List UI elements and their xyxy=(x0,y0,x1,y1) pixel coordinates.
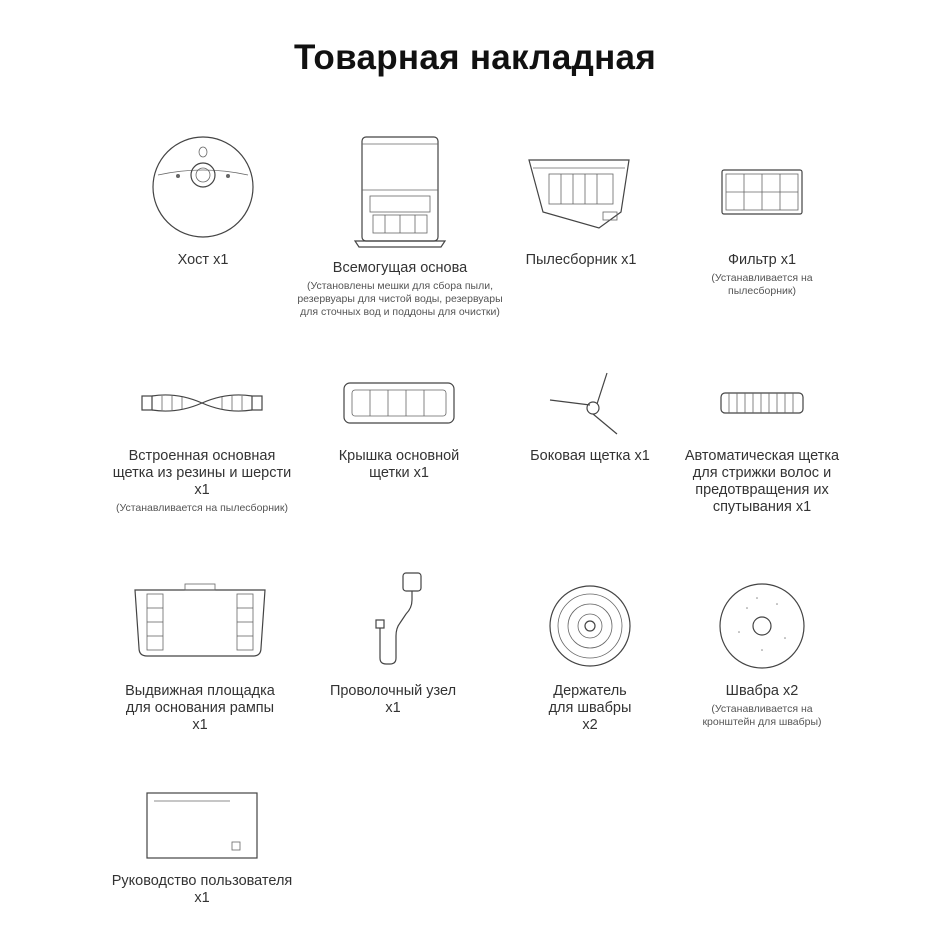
item-note: (Устанавливается на пылесборник) xyxy=(116,502,288,514)
ramp-tray-icon xyxy=(125,568,275,673)
item-label: Хост x1 xyxy=(177,252,229,268)
item-label: Крышка основной щетки x1 xyxy=(338,448,460,481)
item-label: Выдвижная площадка для основания рампы x1 xyxy=(125,683,275,733)
item-label: Всемогущая основа xyxy=(332,260,468,276)
brush-cover-icon xyxy=(334,368,464,438)
item-label: Держатель для швабры x2 xyxy=(548,683,632,733)
item-base-station xyxy=(295,132,505,319)
item-manual xyxy=(97,788,307,907)
item-label: Пылесборник x1 xyxy=(525,252,637,268)
item-dustbin xyxy=(476,132,686,269)
item-label: Фильтр x1 xyxy=(727,252,797,268)
mop-holder-icon xyxy=(535,568,645,673)
item-power-cord xyxy=(288,568,498,717)
item-auto-brush xyxy=(657,368,867,516)
filter-icon xyxy=(707,132,817,242)
mop-pad-icon xyxy=(707,568,817,673)
item-note: (Установлены мешки для сбора пыли, резервуары для чистой воды, резервуары для сточных вод и поддоны для очистки) xyxy=(297,280,503,318)
item-note: (Устанавливается на пылесборник) xyxy=(711,272,813,297)
base-station-icon xyxy=(345,132,455,250)
page-title: Товарная накладная xyxy=(293,38,657,77)
dustbin-icon xyxy=(521,132,641,242)
item-label: Боковая щетка x1 xyxy=(530,448,650,464)
robot-vacuum-icon xyxy=(148,132,258,242)
item-label: Швабра x2 xyxy=(725,683,799,699)
item-note: (Устанавливается на кронштейн для швабры) xyxy=(702,703,822,728)
item-ramp-tray xyxy=(95,568,305,734)
item-brush-cover xyxy=(294,368,504,482)
item-label: Автоматическая щетка для стрижки волос и предотвращения их спутывания x1 xyxy=(684,448,840,515)
item-label: Встроенная основная щетка из резины и шерсти x1 xyxy=(112,448,292,498)
user-manual-icon xyxy=(142,788,262,863)
main-brush-icon xyxy=(132,368,272,438)
item-mop xyxy=(657,568,867,729)
item-label: Руководство пользователя x1 xyxy=(111,873,293,906)
item-host xyxy=(98,132,308,269)
power-cord-icon xyxy=(338,568,448,673)
side-brush-icon xyxy=(535,368,645,438)
item-filter xyxy=(657,132,867,298)
item-main-brush xyxy=(97,368,307,515)
auto-brush-icon xyxy=(707,368,817,438)
item-label: Проволочный узел x1 xyxy=(329,683,457,716)
